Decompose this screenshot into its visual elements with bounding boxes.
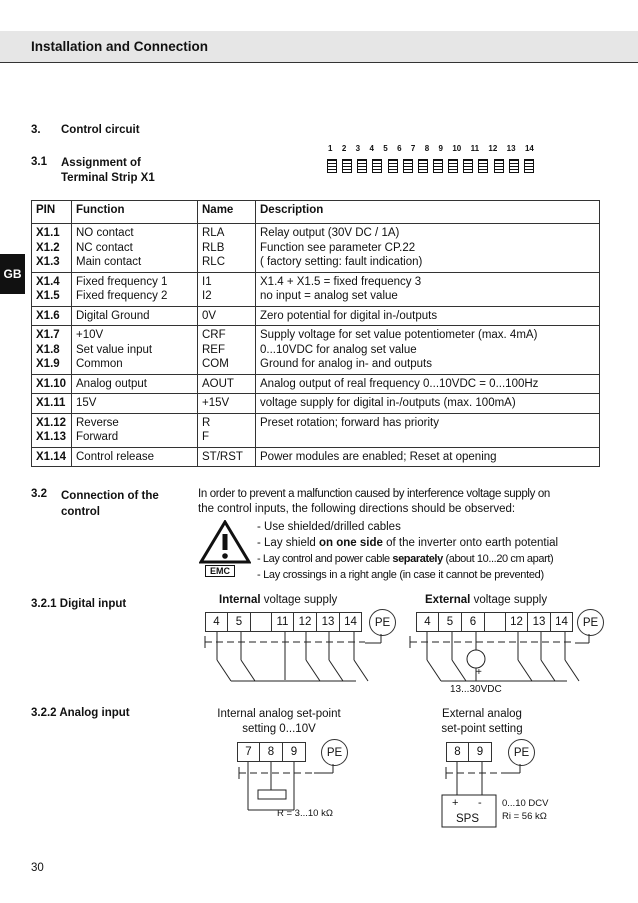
terminal-number: 3: [355, 144, 361, 153]
pins-line: X1.8: [36, 343, 60, 356]
terminal-cell: 5: [227, 612, 251, 632]
descriptions-line: Relay output (30V DC / 1A): [260, 227, 400, 239]
cell-descriptions: [256, 272, 600, 306]
language-tab: GB: [0, 254, 25, 294]
internal-supply-label: [219, 594, 337, 606]
section-3-2-title-line2: control: [61, 506, 100, 518]
descriptions-line: voltage supply for digital in-/outputs (max. 100mA): [260, 397, 516, 409]
terminal-numbers: [322, 144, 539, 153]
terminal-number: 8: [424, 144, 430, 153]
terminal-cell: 8: [259, 742, 283, 762]
cell-functions: [72, 326, 198, 375]
terminal-blocks: [322, 159, 539, 173]
header-description: Description: [256, 201, 600, 224]
external-analog-line1: External analog: [442, 708, 522, 720]
terminal-block: [494, 159, 504, 173]
functions-line: NO contact: [76, 227, 134, 239]
cell-pins: [32, 394, 72, 414]
header-function: Function: [72, 201, 198, 224]
direction-1: - Use shielded/drilled cables: [257, 521, 401, 533]
terminal-block: [357, 159, 367, 173]
terminal-strip: [322, 144, 539, 181]
terminal-cell: 14: [550, 612, 573, 632]
pins-line: X1.10: [36, 377, 67, 390]
names-line: +15V: [202, 397, 230, 409]
terminal-block: [524, 159, 534, 173]
direction-3-post: (about 10...20 cm apart): [442, 553, 554, 565]
connection-description: [198, 487, 600, 516]
external-analog-line2: set-point setting: [441, 723, 523, 735]
terminal-cell: 12: [293, 612, 317, 632]
cell-names: [198, 447, 256, 467]
page-title: Installation and Connection: [31, 39, 209, 54]
functions-line: Set value input: [76, 343, 153, 356]
section-3-1-title-line1: Assignment of: [61, 157, 141, 169]
external-supply-bold: External: [425, 594, 471, 606]
descriptions-line: ( factory setting: fault indication): [260, 256, 423, 268]
section-3-title: Control circuit: [61, 124, 140, 136]
descriptions-line: Supply voltage for set value potentiometer (max. 4mA): [260, 329, 538, 341]
terminal-block: [388, 159, 398, 173]
terminal-cell: 11: [271, 612, 294, 632]
direction-2: [257, 535, 558, 551]
digital-external-wiring: [410, 632, 589, 681]
warning-icon: [199, 520, 251, 564]
descriptions-line: Function see parameter CP.22: [260, 241, 416, 254]
cell-functions: [72, 394, 198, 414]
cell-descriptions: [256, 447, 600, 467]
pins-line: X1.11: [36, 397, 66, 409]
names-line: COM: [202, 358, 229, 370]
cell-names: [198, 272, 256, 306]
digital-internal-wiring: [205, 632, 381, 681]
functions-line: Main contact: [76, 256, 142, 268]
internal-supply-bold: Internal: [219, 594, 261, 606]
section-3-2-1-title: 3.2.1 Digital input: [31, 598, 127, 610]
section-3-2-number: 3.2: [31, 488, 47, 500]
cell-names: [198, 326, 256, 375]
direction-4: - Lay crossings in a right angle (in case it cannot be prevented): [257, 569, 544, 581]
functions-line: Fixed frequency 2: [76, 290, 168, 302]
internal-supply-rest: voltage supply: [260, 594, 338, 606]
functions-line: Reverse: [76, 416, 119, 429]
descriptions-line: Zero potential for digital in-/outputs: [260, 309, 438, 322]
descriptions-line: Analog output of real frequency 0...10VDC = 0...100Hz: [260, 377, 539, 390]
terminal-number: 4: [369, 144, 374, 153]
pins-line: X1.9: [36, 358, 60, 370]
section-3-1-number: 3.1: [31, 156, 47, 168]
terminal-cell: 7: [237, 742, 260, 762]
pe-internal-analog: PE: [321, 739, 348, 766]
terminal-block: [478, 159, 488, 173]
descriptions-line: 0...10VDC for analog set value: [260, 343, 417, 356]
terminal-cell: 4: [416, 612, 439, 632]
section-3-2-2-title: 3.2.2 Analog input: [31, 707, 130, 719]
table-header-row: [32, 201, 600, 224]
sps-spec: [502, 797, 548, 823]
cell-descriptions: [256, 374, 600, 394]
table-row: [32, 374, 600, 394]
descriptions-line: Ground for analog in- and outputs: [260, 358, 432, 370]
names-line: RLC: [202, 256, 226, 268]
table-row: [32, 306, 600, 326]
internal-analog-line2: setting 0...10V: [242, 723, 316, 735]
cell-names: [198, 374, 256, 394]
names-line: CRF: [202, 329, 226, 341]
resistor-label: R = 3...10 kΩ: [277, 808, 333, 819]
pins-line: X1.7: [36, 329, 60, 341]
functions-line: Digital Ground: [76, 309, 150, 322]
section-3-1-title-line2: Terminal Strip X1: [61, 172, 155, 184]
analog-internal-wiring: [239, 762, 333, 810]
table-row: [32, 224, 600, 273]
sps-minus: -: [478, 797, 482, 809]
pe-external-analog: PE: [508, 739, 535, 766]
terminal-number: 13: [506, 144, 516, 153]
terminal-block: [327, 159, 337, 173]
header-name: Name: [198, 201, 256, 224]
sps-spec-voltage: 0...10 DCV: [502, 798, 549, 809]
direction-3: [257, 551, 558, 567]
terminal-cell: 9: [282, 742, 306, 762]
pin-assignment-table: [31, 200, 600, 467]
external-supply-rest: voltage supply: [470, 594, 548, 606]
functions-line: Fixed frequency 1: [76, 275, 168, 288]
cell-descriptions: [256, 224, 600, 273]
sps-plus: +: [452, 797, 459, 809]
table-row: [32, 272, 600, 306]
functions-line: NC contact: [76, 241, 133, 254]
pe-internal-digital: PE: [369, 609, 396, 636]
descriptions-line: Preset rotation; forward has priority: [260, 416, 439, 429]
terminal-cell: [250, 612, 272, 632]
cell-functions: [72, 224, 198, 273]
cell-names: [198, 306, 256, 326]
pins-line: X1.4: [36, 275, 60, 288]
sps-label: SPS: [456, 813, 480, 825]
descriptions-line: no input = analog set value: [260, 290, 398, 302]
names-line: R: [202, 416, 211, 429]
pins-line: X1.2: [36, 241, 60, 254]
voltage-source-plus: +: [476, 667, 482, 678]
terminal-block: [448, 159, 458, 173]
external-supply-label: [425, 594, 547, 606]
section-3-1-title: [61, 156, 155, 186]
pe-external-digital: PE: [577, 609, 604, 636]
terminal-cell: 13: [316, 612, 340, 632]
terminal-number: 6: [397, 144, 402, 153]
cell-functions: [72, 413, 198, 447]
functions-line: Control release: [76, 450, 154, 463]
functions-line: Common: [76, 358, 123, 370]
table-row: [32, 447, 600, 467]
terminal-block: [342, 159, 352, 173]
terminal-cell: 8: [446, 742, 469, 762]
direction-3-bold: separately: [392, 553, 443, 565]
external-analog-caption: [422, 707, 542, 737]
direction-2-post: of the inverter onto earth potential: [382, 537, 559, 549]
cell-descriptions: [256, 306, 600, 326]
internal-analog-line1: Internal analog set-point: [217, 708, 341, 720]
terminal-number: 2: [341, 144, 347, 153]
pins-line: X1.14: [36, 450, 67, 463]
table-row: [32, 394, 600, 414]
connection-text-line2: the control inputs, the following directions should be observed:: [198, 502, 516, 515]
names-line: F: [202, 431, 210, 443]
terminal-block: [463, 159, 473, 173]
connection-text-line1: In order to prevent a malfunction caused by interference voltage supply on: [198, 488, 550, 500]
terminal-block: [418, 159, 428, 173]
header-pin: PIN: [32, 201, 72, 224]
cell-pins: [32, 272, 72, 306]
terminal-number: 14: [524, 144, 534, 153]
terminal-block: [372, 159, 382, 173]
terminal-number: 10: [452, 144, 462, 153]
functions-line: Analog output: [76, 377, 147, 390]
cell-descriptions: [256, 326, 600, 375]
cell-descriptions: [256, 413, 600, 447]
descriptions-line: X1.4 + X1.5 = fixed frequency 3: [260, 275, 422, 288]
direction-2-bold: on one side: [319, 537, 383, 549]
terminal-cell: 13: [527, 612, 551, 632]
terminal-block: [509, 159, 519, 173]
names-line: RLA: [202, 227, 225, 239]
table-row: [32, 413, 600, 447]
terminal-cell: 12: [505, 612, 528, 632]
terminal-cell: 4: [205, 612, 228, 632]
terminal-cell: 14: [339, 612, 362, 632]
descriptions-line: Power modules are enabled; Reset at opening: [260, 450, 497, 463]
terminal-number: 11: [470, 144, 480, 153]
names-line: REF: [202, 343, 225, 356]
terminal-cell: 5: [438, 612, 462, 632]
functions-line: +10V: [76, 329, 104, 341]
internal-analog-caption: [204, 707, 354, 737]
names-line: ST/RST: [202, 450, 243, 463]
names-line: I1: [202, 275, 212, 288]
pins-line: X1.3: [36, 256, 60, 268]
terminal-number: 12: [488, 144, 498, 153]
cell-functions: [72, 306, 198, 326]
pins-line: X1.5: [36, 290, 60, 302]
cell-pins: [32, 374, 72, 394]
terminal-cell: 6: [461, 612, 485, 632]
names-line: AOUT: [202, 377, 234, 390]
cell-names: [198, 394, 256, 414]
terminal-number: 9: [438, 144, 443, 153]
cell-functions: [72, 272, 198, 306]
functions-line: Forward: [76, 431, 119, 443]
names-line: I2: [202, 290, 212, 302]
cell-pins: [32, 306, 72, 326]
pins-line: X1.1: [36, 227, 60, 239]
sps-spec-resistance: Ri = 56 kΩ: [502, 811, 547, 822]
terminal-block: [403, 159, 413, 173]
terminal-number: 1: [328, 144, 333, 153]
pins-line: X1.12: [36, 416, 67, 429]
pins-line: X1.13: [36, 431, 67, 443]
emc-directions: [257, 519, 558, 583]
cell-pins: [32, 447, 72, 467]
cell-pins: [32, 413, 72, 447]
terminal-cell: 9: [468, 742, 492, 762]
emc-label: EMC: [205, 565, 235, 577]
direction-2-pre: - Lay shield: [257, 537, 320, 549]
section-3-2-title-line1: Connection of the: [61, 490, 159, 502]
section-3-number: 3.: [31, 124, 41, 136]
cell-names: [198, 224, 256, 273]
terminal-block: [433, 159, 443, 173]
cell-pins: [32, 224, 72, 273]
table-row: [32, 326, 600, 375]
terminal-cell: [484, 612, 506, 632]
pins-line: X1.6: [36, 309, 60, 322]
functions-line: 15V: [76, 397, 97, 409]
page-number: 30: [31, 862, 44, 874]
cell-functions: [72, 374, 198, 394]
terminal-number: 7: [410, 144, 416, 153]
direction-3-pre: - Lay control and power cable: [257, 553, 393, 565]
cell-pins: [32, 326, 72, 375]
names-line: 0V: [202, 309, 217, 322]
cell-descriptions: [256, 394, 600, 414]
names-line: RLB: [202, 241, 225, 254]
cell-functions: [72, 447, 198, 467]
voltage-source-range: 13...30VDC: [450, 684, 502, 695]
section-3-2-title: [61, 488, 159, 520]
terminal-number: 5: [383, 144, 388, 153]
cell-names: [198, 413, 256, 447]
